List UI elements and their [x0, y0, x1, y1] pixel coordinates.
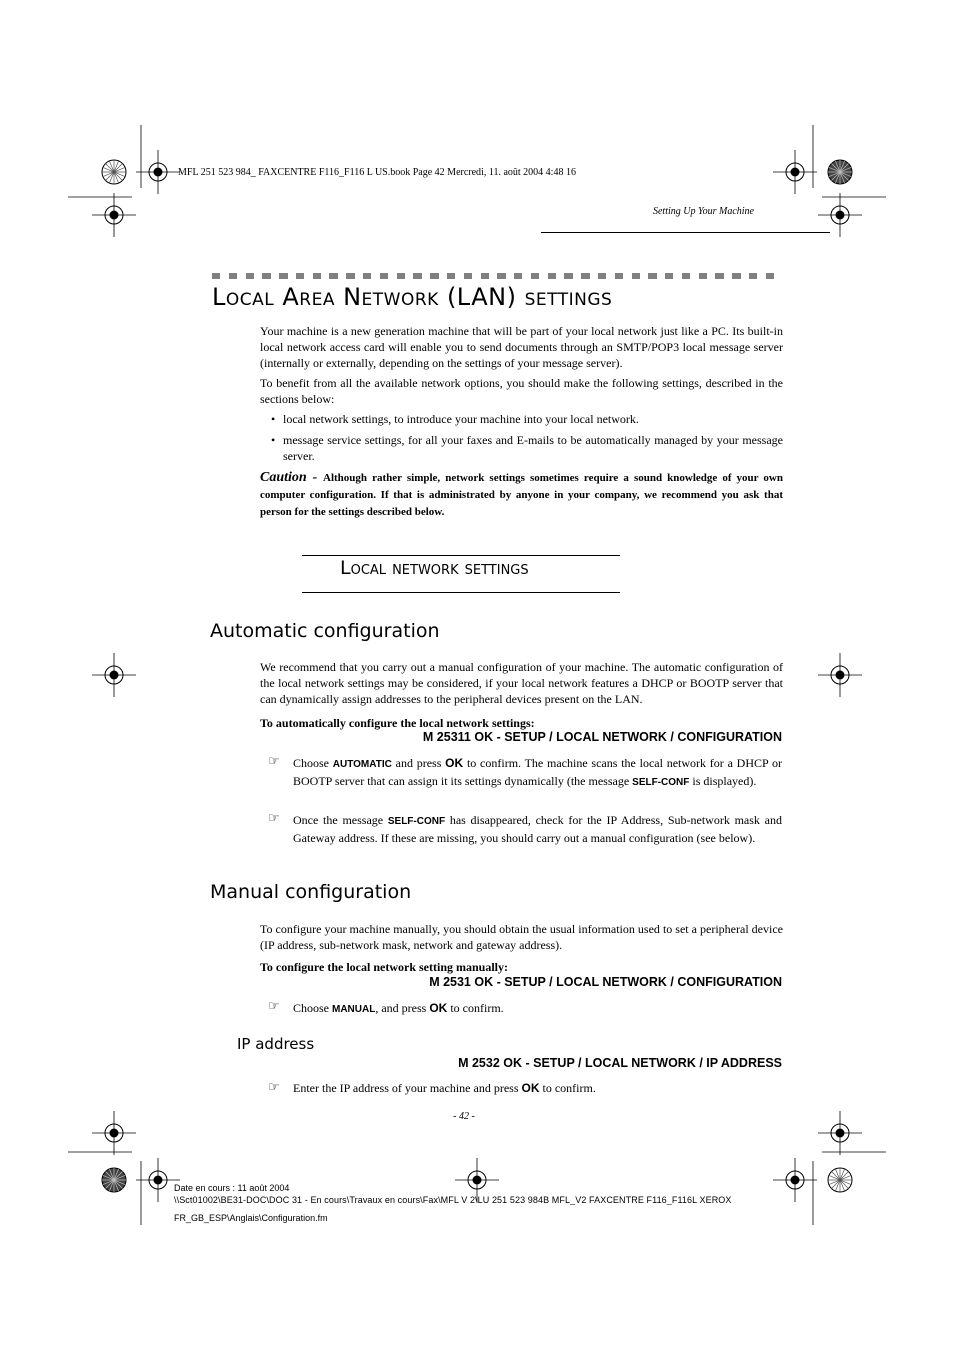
book-info: MFL 251 523 984_ FAXCENTRE F116_F116 L US.book Page 42 Mercredi, 11. août 2004 4:48 16 [178, 167, 576, 178]
pointing-hand-icon: ☞ [268, 999, 280, 1014]
list-item: • local network settings, to introduce your machine into your local network. [262, 411, 783, 427]
chapter-title: Local Area Network (LAN) settings [212, 283, 613, 311]
footer-file: FR_GB_ESP\Anglais\Configuration.fm [174, 1213, 328, 1223]
page-number: - 42 - [453, 1111, 475, 1122]
keyword-ok: OK [521, 1081, 540, 1095]
auto-config-paragraph: We recommend that you carry out a manual configuration of your machine. The automatic configuration of the local network settings may be considered, if your local network features a DHCP or BOOTP server that can dynamically assign addresses to the peripheral devices present on the LAN. [260, 660, 783, 706]
auto-step-1 [293, 755, 782, 791]
intro-paragraph-2: To benefit from all the available network options, you should make the following settings, described in the sections below: [260, 376, 783, 406]
caution-note [260, 469, 783, 520]
text: Once the message [293, 813, 388, 827]
keyword-self-conf: SELF-CONF [387, 816, 446, 827]
section-rule-top [302, 555, 620, 556]
manual-step [293, 1000, 782, 1018]
text: is displayed). [689, 774, 757, 788]
pointing-hand-icon: ☞ [268, 754, 280, 769]
settings-list [262, 411, 783, 464]
footer-path: \\Sct01002\BE31-DOC\DOC 31 - En cours\Travaux en cours\Fax\MFL V 2\LU 251 523 984B MFL_V2 FAXCENTRE F116_F116L XEROX [174, 1195, 732, 1205]
text: to confirm. The machine scans the local network for a DHCP or BOOTP server that can assign it its settings dynamically (the message [293, 756, 782, 788]
keyword-automatic: AUTOMATIC [332, 759, 392, 770]
auto-config-heading: Automatic configuration [210, 620, 440, 642]
caution-text: Although rather simple, network settings sometimes require a sound knowledge of your own computer configuration. If that is administrated by anyone in your company, we recommend you ask that person for the settings described below. [260, 472, 783, 518]
text: and press [391, 756, 446, 770]
manual-procedure-title: To configure the local network setting manually: [260, 960, 508, 974]
intro-paragraph-1: Your machine is a new generation machine that will be part of your local network just like a PC. Its built-in local network access card will enable you to send documents through an SMTP/POP3 local message server (internally or externally, depending on the settings of your message server). [260, 324, 783, 370]
caution-label: Caution - [260, 470, 323, 485]
keyword-ok: OK [445, 756, 464, 770]
text: Choose [293, 756, 333, 770]
auto-step-2 [293, 812, 782, 847]
text: Enter the IP address of your machine and press [293, 1081, 522, 1095]
title-dash-rule [212, 273, 784, 279]
keyword-ok: OK [429, 1001, 448, 1015]
keyword-self-conf: SELF-CONF [632, 777, 690, 788]
ip-address-heading: IP address [237, 1035, 315, 1053]
text: to confirm. [539, 1081, 596, 1095]
auto-procedure-title: To automatically configure the local network settings: [260, 716, 535, 730]
auto-command: M 25311 OK - SETUP / LOCAL NETWORK / CONFIGURATION [422, 730, 782, 744]
manual-config-paragraph: To configure your machine manually, you should obtain the usual information used to set a peripheral device (IP address, sub-network mask, network and gateway address). [260, 922, 783, 952]
running-title: Setting Up Your Machine [652, 206, 754, 217]
text: Choose [293, 1001, 332, 1015]
footer-date: Date en cours : 11 août 2004 [174, 1183, 290, 1193]
ip-command: M 2532 OK - SETUP / LOCAL NETWORK / IP ADDRESS [458, 1056, 782, 1070]
text: has disappeared, check for the IP Address, Sub-network mask and Gateway address. If these are missing, you should carry out a manual configuration (see below). [293, 813, 782, 845]
manual-command: M 2531 OK - SETUP / LOCAL NETWORK / CONFIGURATION [429, 975, 782, 989]
ip-step [293, 1080, 782, 1096]
manual-config-heading: Manual configuration [210, 881, 412, 903]
list-item: • message service settings, for all your faxes and E-mails to be automatically managed by your message server. [262, 432, 783, 464]
header-rule [541, 232, 830, 233]
section-title: Local network settings [340, 557, 529, 579]
text: , and press [375, 1001, 430, 1015]
pointing-hand-icon: ☞ [268, 811, 280, 826]
section-rule-bottom [302, 592, 620, 593]
keyword-manual: MANUAL [332, 1004, 376, 1015]
text: to confirm. [447, 1001, 504, 1015]
pointing-hand-icon: ☞ [268, 1080, 280, 1095]
